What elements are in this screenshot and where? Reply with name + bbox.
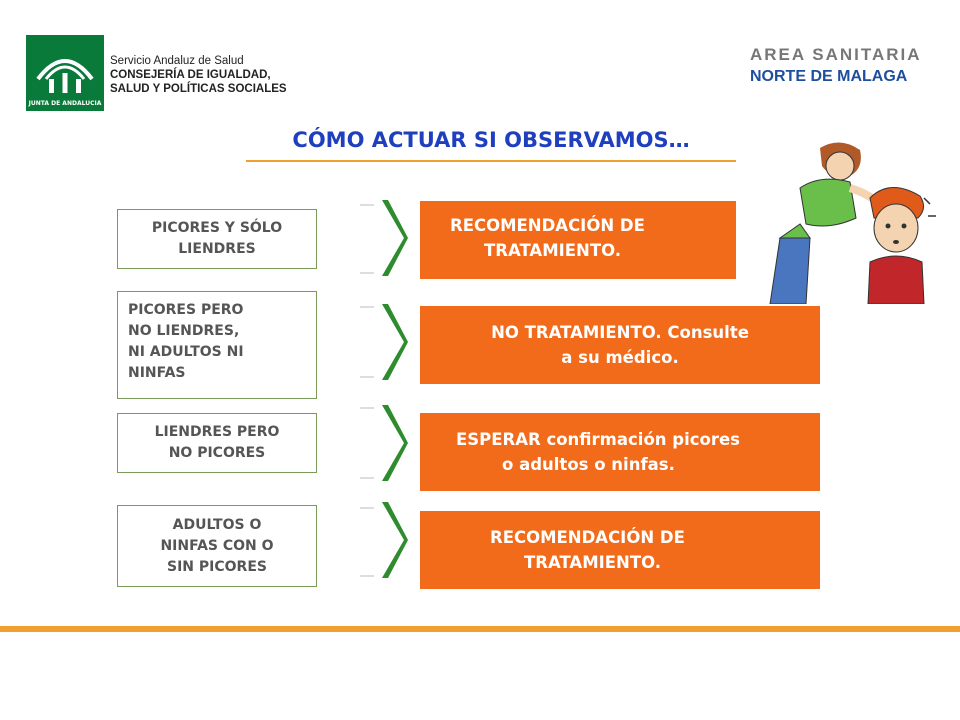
chevron-right-icon <box>378 401 410 485</box>
condition-line-4c: SIN PICORES <box>167 558 267 575</box>
action-line-1b: TRATAMIENTO. <box>484 241 622 260</box>
condition-box-2 <box>117 291 317 399</box>
chevron-right-icon <box>378 196 410 280</box>
chevron-right-icon <box>378 300 410 384</box>
action-box-4 <box>420 511 820 589</box>
org-line-3: SALUD Y POLÍTICAS SOCIALES <box>110 83 287 95</box>
action-line-1a: RECOMENDACIÓN DE <box>450 216 645 235</box>
action-box-1 <box>420 201 736 279</box>
condition-label-1: PICORES Y SÓLO LIENDRES <box>151 220 283 257</box>
title-underline <box>246 160 736 162</box>
chevron-right-icon <box>378 498 410 582</box>
action-line-2b: a su médico. <box>561 348 679 367</box>
action-box-3 <box>420 413 820 491</box>
org-line-1: Servicio Andaluz de Salud <box>110 55 244 67</box>
condition-line-3b: NO PICORES <box>168 445 266 461</box>
footer-divider <box>0 626 960 632</box>
action-line-4b: TRATAMIENTO. <box>524 553 662 572</box>
area-line-1: AREA SANITARIA <box>750 45 922 64</box>
condition-line-2c: NI ADULTOS NI <box>128 344 244 360</box>
condition-box-1 <box>117 209 317 269</box>
area-sanitaria-label <box>750 44 922 88</box>
action-line-3b: o adultos o ninfas. <box>502 455 675 474</box>
lice-check-illustration <box>760 138 940 304</box>
condition-box-4 <box>117 505 317 587</box>
action-line-2a: NO TRATAMIENTO. Consulte <box>491 323 749 342</box>
area-line-2: NORTE DE MALAGA <box>750 68 908 85</box>
condition-line-2a: PICORES PERO <box>128 302 244 318</box>
condition-line-4a: ADULTOS O <box>172 516 262 533</box>
page-title: CÓMO ACTUAR SI OBSERVAMOS… <box>292 128 690 152</box>
condition-line-3a: LIENDRES PERO <box>154 424 280 440</box>
action-line-4a: RECOMENDACIÓN DE <box>490 528 685 547</box>
logo-caption: JUNTA DE ANDALUCIA <box>28 100 102 107</box>
andalucia-emblem-icon <box>26 35 104 111</box>
condition-line-2d: NINFAS <box>128 365 186 381</box>
organization-name <box>110 54 287 96</box>
condition-box-3 <box>117 413 317 473</box>
condition-line-4b: NINFAS CON O <box>160 537 274 554</box>
condition-line-2b: NO LIENDRES, <box>128 323 240 339</box>
action-box-2 <box>420 306 820 384</box>
junta-andalucia-logo <box>26 35 104 111</box>
action-line-3a: ESPERAR confirmación picores <box>456 430 740 449</box>
org-line-2: CONSEJERÍA DE IGUALDAD, <box>110 69 271 81</box>
